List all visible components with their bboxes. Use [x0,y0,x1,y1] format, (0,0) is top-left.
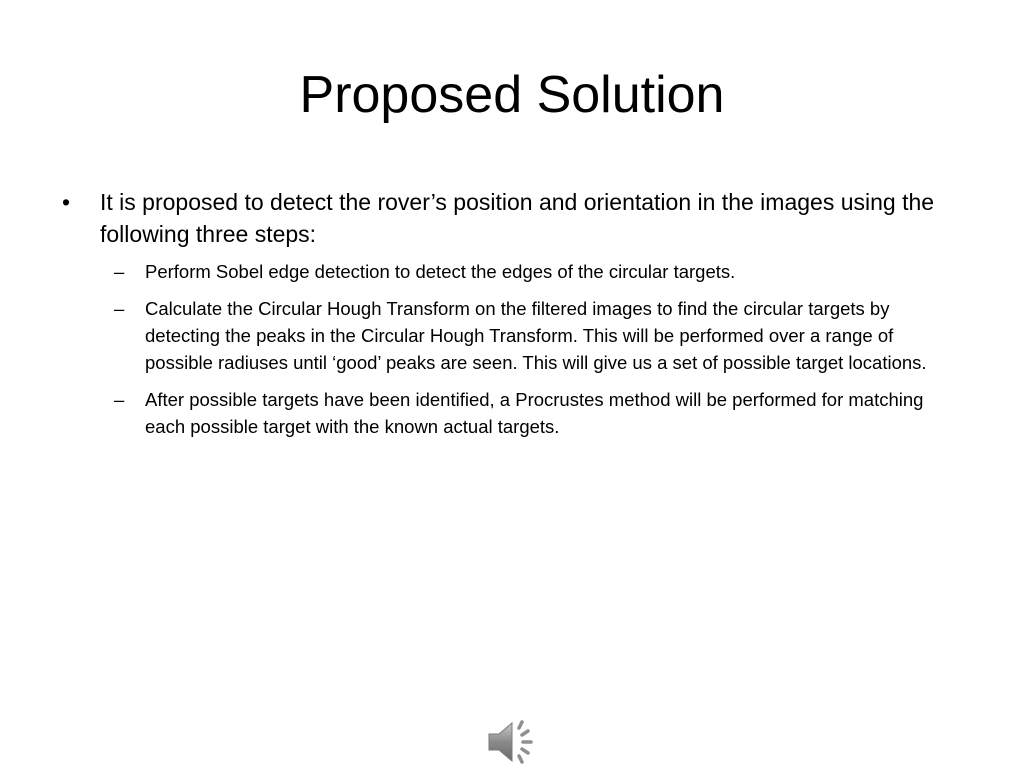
dash-marker: – [114,389,125,410]
step-text: Perform Sobel edge detection to detect the edges of the circular targets. [145,261,736,282]
dash-marker: – [114,298,125,319]
step-item [60,258,960,285]
dash-marker: – [114,261,125,282]
step-item [60,295,960,376]
main-bullet-point [60,186,960,250]
slide-content [60,186,960,450]
main-bullet-text: It is proposed to detect the rover’s position and orientation in the images using the following three steps: [100,189,935,247]
slide-title: Proposed Solution [299,66,725,124]
step-text: Calculate the Circular Hough Transform on the filtered images to find the circular targets by detecting the peaks in the Circular Hough Transform. This will be performed over a range of possible radiuses until ‘good’ peaks are seen. This will give us a set of possible target locations. [145,298,927,373]
steps-list [60,258,960,440]
step-item [60,386,960,440]
speaker-icon[interactable] [486,716,538,768]
bullet-marker: • [62,189,71,215]
step-text: After possible targets have been identified, a Procrustes method will be performed for matching each possible target with the known actual targets. [145,389,924,437]
